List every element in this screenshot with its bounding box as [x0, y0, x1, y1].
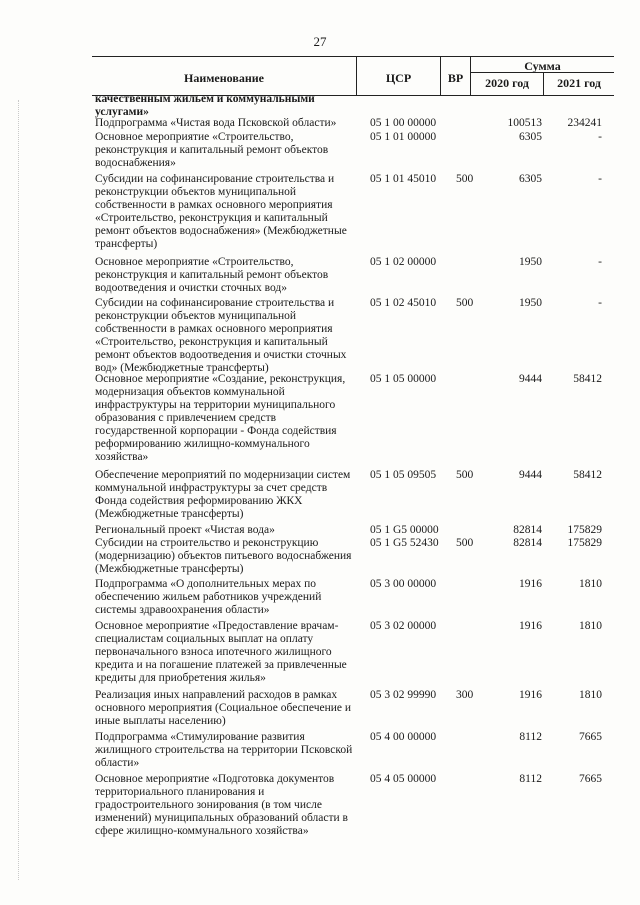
header-year-2020: 2020 год [485, 76, 529, 90]
row-vr: 500 [456, 537, 474, 549]
row-name: Основное мероприятие «Создание, реконструкция, модернизация объектов коммунальной инфраструктуры на территории муниципального образования с привлечением средств государственной корпорации - Фонда содействия реформированию жилищно-коммунального хозяйства» [95, 373, 346, 463]
row-sum-2021: - [598, 131, 602, 143]
row-name: Основное мероприятие «Подготовка документов территориального планирования и градостроительного зонирования (в том числе изменений) муниципальных образований области в сфере жилищно-коммунального хозяйства» [95, 773, 348, 837]
row-sum-2020: 8112 [519, 731, 542, 743]
header-csr: ЦСР [385, 71, 412, 85]
row-csr: 05 1 G5 00000 [370, 524, 439, 536]
row-name: Подпрограмма «Чистая вода Псковской области» [95, 117, 337, 129]
row-name: Подпрограмма «О дополнительных мерах по обеспечению жильем работников учреждений системы здравоохранения области» [95, 578, 322, 616]
row-sum-2021: 58412 [573, 469, 602, 481]
row-sum-2020: 82814 [513, 537, 542, 549]
row-vr: 500 [456, 173, 474, 185]
row-sum-2020: 1916 [519, 689, 542, 701]
row-sum-2020: 1916 [519, 578, 542, 590]
row-sum-2020: 6305 [519, 173, 542, 185]
row-csr: 05 3 00 00000 [370, 578, 437, 590]
row-sum-2020: 1950 [519, 256, 542, 268]
row-sum-2020: 8112 [519, 773, 542, 785]
row-name: Основное мероприятие «Предоставление врачам-специалистам социальных выплат на оплату первоначального взноса ипотечного жилищного кредита и на погашение платежей за привлеченные кредиты для приобретения жилья» [95, 620, 347, 684]
row-sum-2021: 1810 [579, 620, 602, 632]
row-vr: 500 [456, 469, 474, 481]
page-margin-line [18, 100, 19, 880]
row-sum-2020: 1916 [519, 620, 542, 632]
row-sum-2021: 175829 [567, 537, 602, 549]
row-sum-2021: - [598, 256, 602, 268]
row-name: Субсидии на софинансирование строительства и реконструкции объектов муниципальной собственности в рамках основного мероприятия «Строительство, реконструкция и капитальный ремонт объектов водоотведения и очистки сточных вод» (Межбюджетные трансферты) [95, 297, 347, 374]
row-sum-2020: 1950 [519, 297, 542, 309]
row-name: Подпрограмма «Стимулирование развития жилищного строительства на территории Псковской области» [95, 731, 353, 769]
row-csr: 05 1 01 00000 [370, 131, 437, 143]
row-csr: 05 1 05 09505 [370, 469, 437, 481]
row-csr: 05 4 00 00000 [370, 731, 437, 743]
row-csr: 05 1 05 00000 [370, 373, 437, 385]
header-vr-cell [440, 57, 470, 95]
row-vr: 300 [456, 689, 474, 701]
row-name: Обеспечение мероприятий по модернизации систем коммунальной инфраструктуры за счет средств Фонда содействия реформированию ЖКХ (Межбюджетные трансферты) [95, 469, 351, 520]
row-csr: 05 1 02 00000 [370, 256, 437, 268]
header-year-divider [543, 72, 544, 95]
row-name: Региональный проект «Чистая вода» [95, 524, 275, 536]
row-sum-2021: 234241 [567, 117, 602, 129]
row-sum-2020: 9444 [519, 469, 542, 481]
row-sum-2021: 1810 [579, 578, 602, 590]
header-name-cell [92, 57, 356, 95]
row-sum-2021: 58412 [573, 373, 602, 385]
row-sum-2020: 9444 [519, 373, 542, 385]
row-sum-2020: 6305 [519, 131, 542, 143]
row-sum-2021: - [598, 297, 602, 309]
header-year-2021: 2021 год [557, 76, 601, 90]
row-name: Реализация иных направлений расходов в рамках основного мероприятия (Социальное обеспечение и иные выплаты населению) [95, 689, 352, 727]
row-name: Субсидии на строительство и реконструкцию (модернизацию) объектов питьевого водоснабжения (Межбюджетные трансферты) [95, 537, 352, 575]
header-csr-cell [356, 57, 440, 95]
header-vr: ВР [447, 71, 464, 85]
header-sum-cell [470, 57, 614, 95]
row-csr: 05 1 01 45010 [370, 173, 437, 185]
row-name: Основное мероприятие «Строительство, реконструкция и капитальный ремонт объектов водоотведения и очистки сточных вод» [95, 256, 329, 294]
row-csr: 05 1 00 00000 [370, 117, 437, 129]
row-sum-2020: 100513 [507, 117, 542, 129]
row-name: Основное мероприятие «Строительство, реконструкция и капитальный ремонт объектов водоснабжения» [95, 131, 329, 169]
row-csr: 05 4 05 00000 [370, 773, 437, 785]
row-sum-2021: 175829 [567, 524, 602, 536]
row-vr: 500 [456, 297, 474, 309]
row-csr: 05 1 02 45010 [370, 297, 437, 309]
row-sum-2021: 7665 [579, 773, 602, 785]
page-number: 27 [313, 34, 327, 49]
row-sum-2021: - [598, 173, 602, 185]
row-csr: 05 3 02 00000 [370, 620, 437, 632]
row-sum-2021: 7665 [579, 731, 602, 743]
row-name: Субсидии на софинансирование строительства и реконструкции объектов муниципальной собственности в рамках основного мероприятия «Строительство, реконструкция и капитальный ремонт объектов водоснабжения» (Межбюджетные трансферты) [95, 173, 347, 250]
table-header [92, 56, 614, 96]
row-csr: 05 1 G5 52430 [370, 537, 439, 549]
row-sum-2021: 1810 [579, 689, 602, 701]
row-name: качественным жильем и коммунальными услугами» [95, 93, 315, 118]
header-name: Наименование [184, 71, 264, 85]
header-sum: Сумма [524, 59, 561, 73]
row-csr: 05 3 02 99990 [370, 689, 437, 701]
row-sum-2020: 82814 [513, 524, 542, 536]
